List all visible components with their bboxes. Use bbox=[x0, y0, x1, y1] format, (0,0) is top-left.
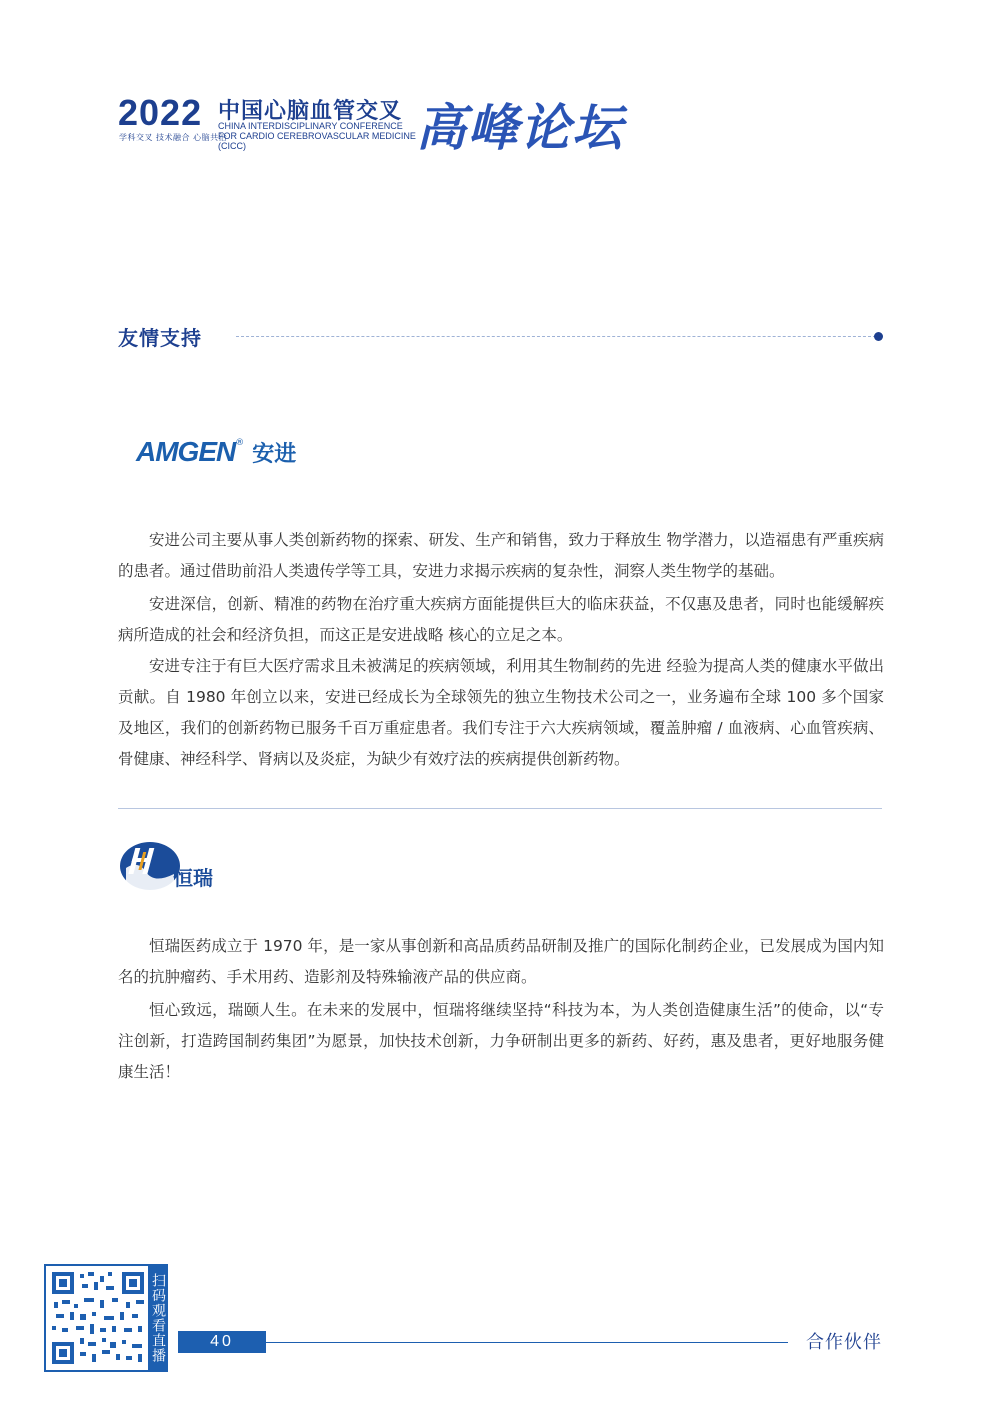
section-dot-icon bbox=[874, 332, 883, 341]
amgen-registered-mark: ® bbox=[235, 438, 245, 448]
hengrui-paragraph-2: 恒心致远，瑞颐人生。在未来的发展中，恒瑞将继续坚持“科技为本，为人类创造健康生活”的使命，以“专注创新，打造跨国制药集团”为愿景，加快技术创新，力争研制出更多的新药、好药，惠及患者，更好地服务健康生活！ bbox=[118, 1001, 884, 1081]
hengrui-logo-cn: 恒瑞 bbox=[173, 866, 213, 890]
qr-code[interactable] bbox=[44, 1264, 152, 1372]
header-title-en: CHINA INTERDISCIPLINARY CONFERENCE FOR CARDIO CEREBROVASCULAR MEDICINE (CICC) bbox=[218, 121, 416, 151]
page-number: 40 bbox=[210, 1333, 234, 1350]
header-calligraphy: 高峰论坛 bbox=[416, 98, 624, 157]
amgen-logo bbox=[136, 436, 296, 472]
amgen-paragraph-3: 安进专注于有巨大医疗需求且未被满足的疾病领域，利用其生物制药的先进 经验为提高人类的健康水平做出贡献。自 1980 年创立以来，安进已经成长为全球领先的独立生物技术公司之一，业务遍布全球 100 多个国家及地区，我们的创新药物已服务千百万重症患者。我们专注于六大疾病领域，覆盖肿瘤 / 血液病、心血管疾病、骨健康、神经科学、肾病以及炎症，为缺少有效疗法的疾病提供创新药物。 bbox=[118, 657, 884, 768]
amgen-paragraph-1: 安进公司主要从事人类创新药物的探索、研发、生产和销售，致力于释放生 物学潜力，以造福患有严重疾病的患者。通过借助前沿人类遗传学等工具，安进力求揭示疾病的复杂性，洞察人类生物学的基础。 bbox=[118, 531, 884, 580]
company-divider bbox=[118, 808, 882, 809]
hengrui-logo bbox=[118, 838, 228, 894]
footer-section-label: 合作伙伴 bbox=[806, 1332, 882, 1353]
section-divider-line bbox=[236, 336, 876, 337]
amgen-paragraph-2: 安进深信，创新、精准的药物在治疗重大疾病方面能提供巨大的临床获益，不仅惠及患者，同时也能缓解疾病所造成的社会和经济负担，而这正是安进战略 核心的立足之本。 bbox=[118, 595, 884, 644]
amgen-logo-word: AMGEN bbox=[136, 436, 236, 467]
header-tagline: 学科交叉 技术融合 心脑共治 bbox=[119, 133, 228, 142]
hengrui-paragraph-1: 恒瑞医药成立于 1970 年，是一家从事创新和高品质药品研制及推广的国际化制药企业，已发展成为国内知名的抗肿瘤药、手术用药、造影剂及特殊输液产品的供应商。 bbox=[118, 937, 884, 986]
qr-caption: 扫码观看直播 bbox=[148, 1264, 168, 1372]
header-title-cn: 中国心脑血管交叉 bbox=[218, 99, 403, 124]
footer-line bbox=[266, 1342, 788, 1343]
amgen-logo-cn: 安进 bbox=[252, 442, 297, 467]
section-title: 友情支持 bbox=[118, 326, 202, 350]
conference-header bbox=[118, 88, 638, 178]
qr-code-icon bbox=[46, 1266, 150, 1370]
header-year: 2022 bbox=[118, 92, 203, 133]
